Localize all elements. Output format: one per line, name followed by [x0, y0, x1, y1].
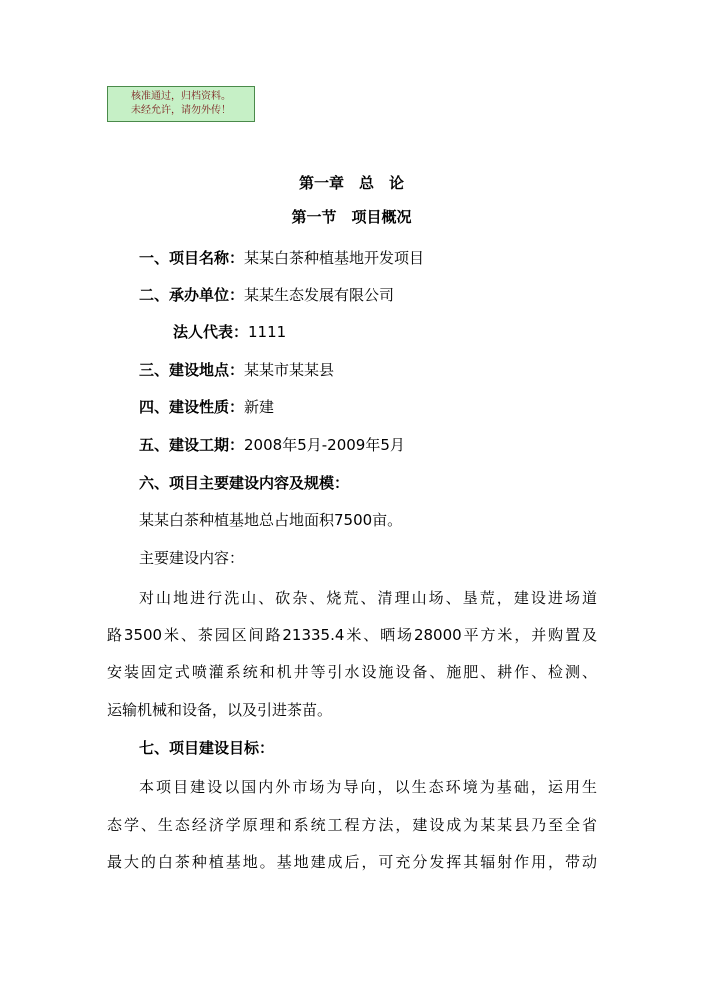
- organizer-label: 二、承办单位：: [139, 286, 245, 304]
- area-text: 某某白茶种植基地总占地面积7500亩。: [139, 511, 403, 529]
- chapter-title: 第一章 总 论: [298, 174, 404, 192]
- nature-value: 新建: [244, 398, 275, 416]
- legal-rep-label: 法人代表：: [173, 323, 249, 341]
- project-name-value: 某某白茶种植基地开发项目: [244, 249, 425, 267]
- organizer-value: 某某生态发展有限公司: [244, 286, 395, 304]
- content-line-2: 路3500米、茶园区间路21335.4米、晒场28000平方米，并购置及: [107, 626, 597, 644]
- content-line-1: 对山地进行洗山、砍杂、烧荒、清理山场、垦荒，建设进场道: [139, 589, 597, 607]
- location-row: [139, 360, 334, 380]
- legal-rep-row: [173, 322, 286, 342]
- project-name-label: 一、项目名称：: [139, 249, 245, 267]
- section-title: 第一节 项目概况: [291, 208, 412, 226]
- nature-label: 四、建设性质：: [139, 398, 245, 416]
- content-line-4: 运输机械和设备，以及引进茶苗。: [107, 701, 333, 719]
- nature-row: [139, 397, 274, 417]
- goal-line-3: 最大的白茶种植基地。基地建成后，可充分发挥其辐射作用，带动: [107, 853, 597, 871]
- location-value: 某某市某某县: [244, 361, 335, 379]
- legal-rep-value: 1111: [248, 323, 287, 341]
- goal-label: 七、项目建设目标：: [139, 739, 275, 757]
- stamp-line-2: 未经允许，请勿外传！: [131, 105, 231, 116]
- period-value: 2008年5月-2009年5月: [244, 436, 405, 454]
- project-name-row: [139, 248, 424, 268]
- organizer-row: [139, 285, 394, 305]
- period-label: 五、建设工期：: [139, 436, 245, 454]
- main-content-label: 主要建设内容：: [139, 549, 245, 567]
- content-scale-label: 六、项目主要建设内容及规模：: [139, 474, 350, 492]
- period-row: [139, 435, 405, 455]
- location-label: 三、建设地点：: [139, 361, 245, 379]
- content-line-3: 安装固定式喷灌系统和机井等引水设施设备、施肥、耕作、检测、: [107, 663, 597, 681]
- stamp-line-1: 核准通过，归档资料。: [131, 91, 231, 102]
- approval-stamp: [107, 86, 255, 122]
- goal-line-1: 本项目建设以国内外市场为导向，以生态环境为基础，运用生: [139, 778, 597, 796]
- goal-line-2: 态学、生态经济学原理和系统工程方法，建设成为某某县乃至全省: [107, 816, 597, 834]
